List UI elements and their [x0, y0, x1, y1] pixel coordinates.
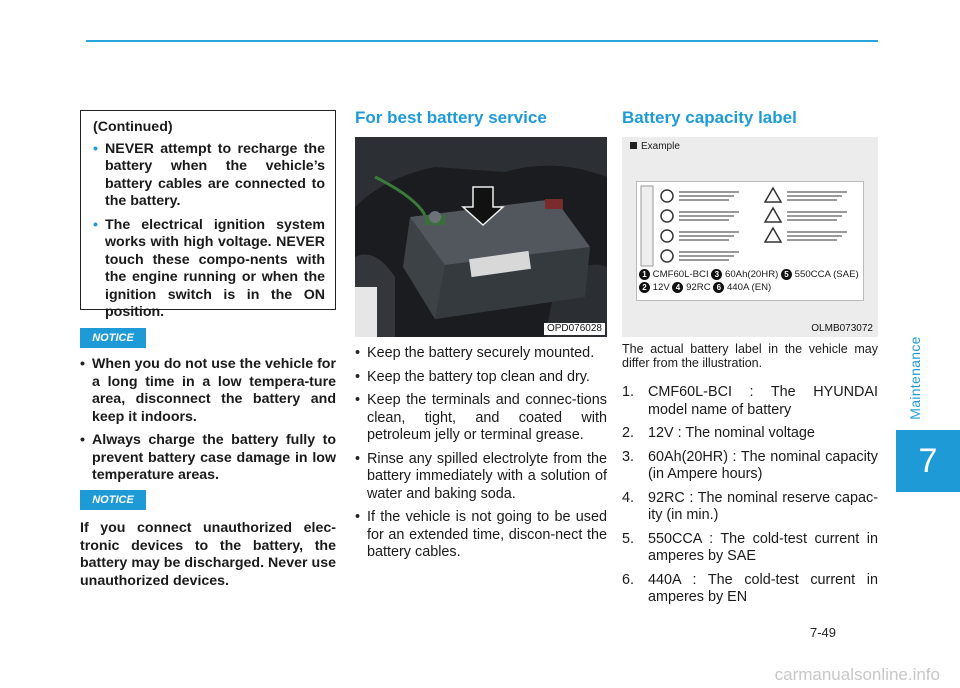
spec-standard: (EN): [751, 282, 772, 293]
item-number: 2.: [622, 425, 635, 441]
item-text: 60Ah(20HR) : The nominal capacity (in Ampere hours): [648, 448, 878, 482]
section-title-capacity-label: Battery capacity label: [622, 108, 797, 127]
item-text: CMF60L-BCI : The HYUNDAI model name of battery: [648, 384, 878, 418]
notice-bullet: • Always charge the battery fully to prevent battery case damage in low temperature areas.: [80, 432, 336, 485]
best-service-list: [355, 345, 607, 568]
item-number: 3.: [622, 448, 635, 465]
number-marker: 3: [711, 269, 722, 280]
item-text: 550CCA : The cold-test current in amperes by SAE: [648, 530, 878, 564]
continued-warning-box: [80, 110, 336, 320]
label-warning-icons: [637, 182, 863, 270]
spec-value: 92RC: [686, 282, 711, 293]
warning-bullet: • NEVER attempt to recharge the battery when the vehicle’s battery cables are connected to the battery.: [93, 141, 325, 211]
notice-badge: NOTICE: [80, 328, 146, 348]
example-caption: [630, 141, 680, 152]
continued-heading: (Continued): [93, 119, 173, 135]
number-marker: 6: [713, 282, 724, 293]
list-item: [622, 425, 878, 443]
spec-value: 440A: [726, 282, 749, 293]
example-text: Example: [641, 141, 680, 152]
item-text: 92RC : The nominal reserve capac-ity (in min.): [648, 489, 878, 523]
label-items-list: [622, 384, 878, 613]
spec-value: CMF60L-BCI: [652, 269, 709, 280]
number-marker: 1: [639, 269, 650, 280]
list-item: [622, 449, 878, 484]
spec-row: [639, 268, 861, 281]
top-rule: [86, 40, 878, 42]
section-title-best-service: For best battery service: [355, 108, 547, 127]
section-side-label: [900, 336, 930, 420]
battery-label-illustration: [622, 137, 878, 337]
list-item: [622, 490, 878, 525]
square-bullet-icon: [630, 142, 637, 149]
number-marker: 2: [639, 282, 650, 293]
section-label-text: Maintenance: [907, 336, 923, 420]
spec-standard: (SAE): [833, 269, 859, 280]
tip-bullet: • Keep the battery top clean and dry.: [355, 369, 607, 387]
tip-bullet: • Keep the battery securely mounted.: [355, 345, 607, 363]
spec-value: 550CCA: [794, 269, 831, 280]
spec-row: [639, 281, 861, 294]
spec-value: 60Ah(20HR): [725, 269, 779, 280]
list-item: [622, 531, 878, 566]
item-text: 12V : The nominal voltage: [648, 425, 815, 441]
image-code: OLMB073072: [811, 323, 873, 334]
notice1-body: [80, 356, 336, 491]
tip-bullet: • Rinse any spilled electrolyte from the battery immediately with a solution of water and baking soda.: [355, 451, 607, 504]
number-marker: 5: [781, 269, 792, 280]
item-text: 440A : The cold-test current in amperes by EN: [648, 571, 878, 605]
battery-label-card: [636, 181, 864, 301]
spec-value: 12V: [652, 282, 670, 293]
number-marker: 4: [672, 282, 683, 293]
tip-bullet: • If the vehicle is not going to be used for an extended time, discon-nect the battery cables.: [355, 509, 607, 562]
footer-watermark: carmanualsonline.info: [774, 665, 940, 684]
item-number: 6.: [622, 571, 635, 588]
item-number: 5.: [622, 530, 635, 547]
label-note: The actual battery label in the vehicle may differ from the illustration.: [622, 342, 878, 370]
label-spec-rows: [639, 268, 861, 294]
tip-bullet: • Keep the terminals and connec-tions clean, tight, and coated with petroleum jelly or terminal grease.: [355, 392, 607, 445]
item-number: 4.: [622, 489, 635, 506]
engine-bay-illustration: [355, 137, 607, 337]
battery-photo: [355, 137, 607, 337]
notice-bullet: • When you do not use the vehicle for a long time in a low tempera-ture area, disconnect the battery and keep it indoors.: [80, 356, 336, 426]
notice2-text: If you connect unauthorized elec-tronic devices to the battery, the battery may be discharged. Never use unauthorized devices.: [80, 520, 336, 589]
warning-bullet: • The electrical ignition system works with high voltage. NEVER touch these compo-nents with the engine running or when the ignition switch is in the ON position.: [93, 217, 325, 322]
list-item: [622, 384, 878, 419]
item-number: 1.: [622, 384, 635, 400]
list-item: [622, 572, 878, 607]
page-number: 7-49: [810, 625, 837, 640]
section-tab: 7: [896, 430, 960, 492]
photo-code: OPD076028: [544, 323, 605, 335]
notice-badge: NOTICE: [80, 490, 146, 510]
